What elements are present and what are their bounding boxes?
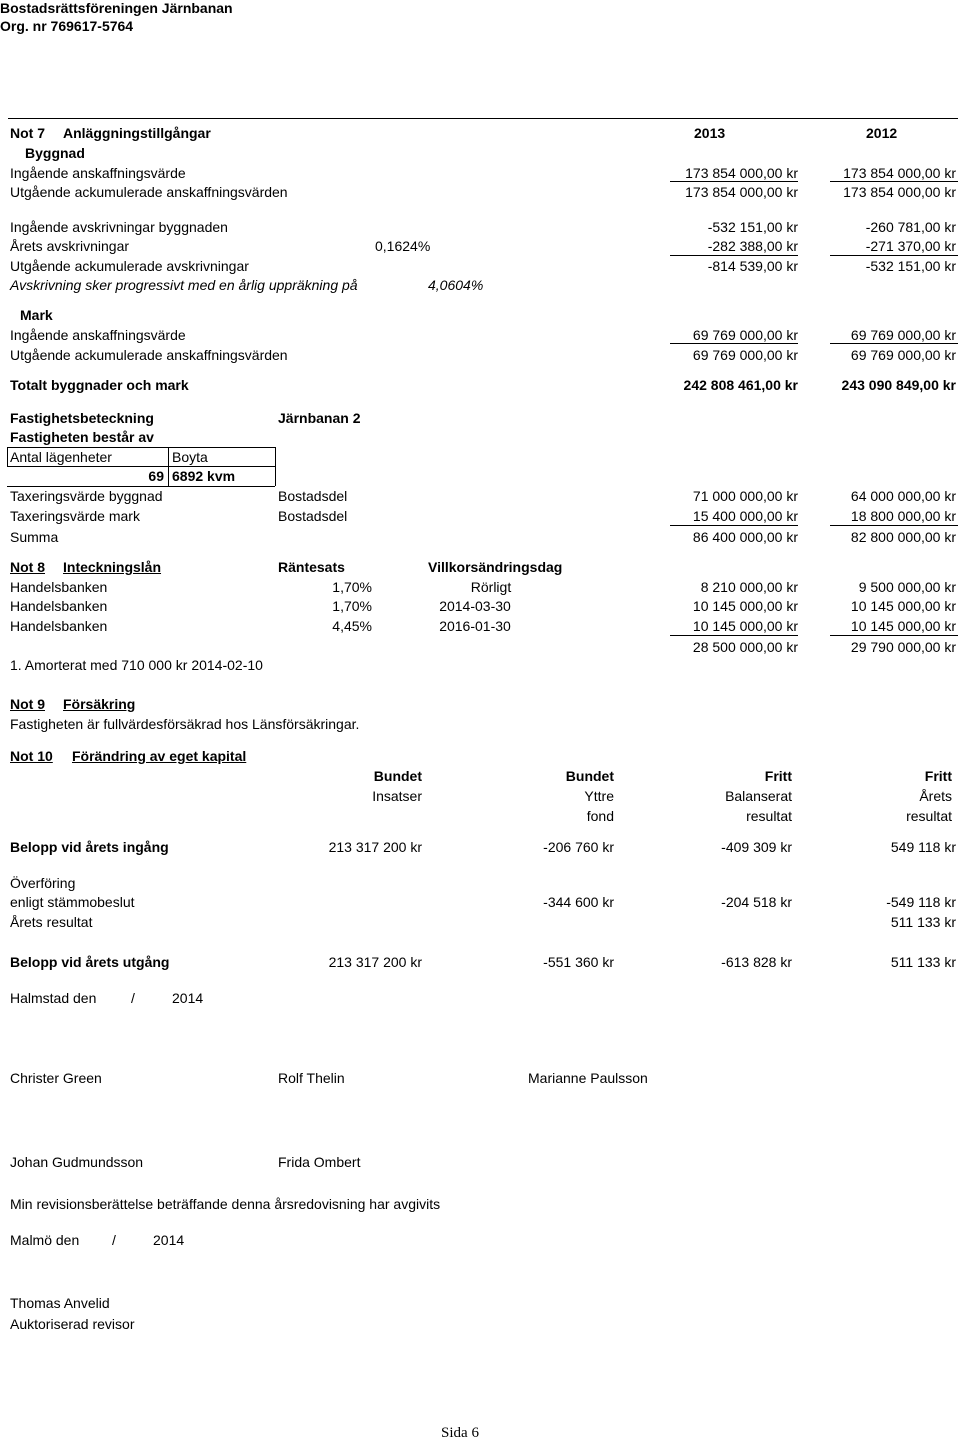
tax-row-label: Taxeringsvärde byggnad [10,488,163,504]
note7-title: Anläggningstillgångar [63,125,211,141]
col-header-line1: Bundet [565,768,614,784]
property-designation-label: Fastighetsbeteckning [10,410,154,426]
underline [670,635,798,636]
value-2012: 18 800 000,00 kr [850,508,956,524]
equity-value: 213 317 200 kr [328,954,422,970]
value-2013: -282 388,00 kr [707,238,798,254]
underline [830,635,958,636]
value-2012: 69 769 000,00 kr [850,327,956,343]
row-label: Utgående ackumulerade anskaffningsvärden [10,347,288,363]
value-2012: 69 769 000,00 kr [850,347,956,363]
sum-2013: 86 400 000,00 kr [692,529,798,545]
loan-bank: Handelsbanken [10,618,108,634]
rate-header: Räntesats [278,559,345,575]
loan-2012: 10 145 000,00 kr [850,618,956,634]
page-number: Sida 6 [441,1425,479,1441]
apartments-label: Antal lägenheter [10,449,112,465]
tax-row-part: Bostadsdel [278,508,348,524]
loan-rate: 1,70% [332,579,372,595]
value-2013: 173 854 000,00 kr [685,184,798,200]
value-2012: -260 781,00 kr [865,219,956,235]
loans-total-2013: 28 500 000,00 kr [692,639,798,655]
note8-title: Inteckningslån [63,559,162,575]
box-divider [168,447,169,486]
note8-number: Not 8 [10,559,45,575]
equity-value: -613 828 kr [721,954,792,970]
insurance-text: Fastigheten är fullvärdesförsäkrad hos Länsförsäkringar. [10,716,360,732]
transfer-label: Överföring [10,875,76,891]
signing-city: Halmstad den [10,990,97,1006]
board-member-name: Marianne Paulsson [528,1070,648,1086]
board-member-name: Christer Green [10,1070,102,1086]
auditor-name: Thomas Anvelid [10,1295,110,1311]
depreciation-rate: 0,1624% [375,238,431,254]
equity-value: 511 133 kr [890,914,956,930]
underline [830,181,958,182]
board-member-name: Rolf Thelin [278,1070,345,1086]
value-2012: 173 854 000,00 kr [843,165,956,181]
equity-value: -409 309 kr [721,839,792,855]
equity-value: -204 518 kr [721,894,792,910]
audit-year: 2014 [153,1232,185,1248]
property-designation-value: Järnbanan 2 [278,410,361,426]
loan-2013: 10 145 000,00 kr [692,598,798,614]
land-heading: Mark [20,307,53,323]
note9-number: Not 9 [10,696,45,712]
col-header-line2: Balanserat [725,788,792,804]
row-label: Årets avskrivningar [10,238,130,254]
total-label: Totalt byggnader och mark [10,377,189,393]
property-consists-label: Fastigheten består av [10,429,154,445]
tax-row-part: Bostadsdel [278,488,348,504]
sum-2012: 82 800 000,00 kr [850,529,956,545]
loan-2013: 10 145 000,00 kr [692,618,798,634]
col-header-line2: Årets [919,788,952,804]
box-top [7,447,275,448]
row-label: Ingående anskaffningsvärde [10,327,186,343]
col-header-line2: Yttre [584,788,614,804]
row-label: Ingående anskaffningsvärde [10,165,186,181]
terms-header: Villkorsändringsdag [428,559,563,575]
progressive-depreciation-note: Avskrivning sker progressivt med en årlig uppräkning på [10,277,358,293]
equity-value: -206 760 kr [543,839,614,855]
equity-value: -344 600 kr [543,894,614,910]
total-2013: 242 808 461,00 kr [683,377,798,393]
board-member-name: Johan Gudmundsson [10,1154,144,1170]
underline [670,525,798,526]
col-header-line1: Fritt [764,768,792,784]
col-header-line1: Fritt [924,768,952,784]
loan-date: 2014-03-30 [439,598,511,614]
audit-city: Malmö den [10,1232,80,1248]
loan-2012: 10 145 000,00 kr [850,598,956,614]
audit-statement: Min revisionsberättelse beträffande denna årsredovisning har avgivits [10,1196,441,1212]
note10-number: Not 10 [10,748,53,764]
col-header-line3: fond [586,808,614,824]
living-area-label: Boyta [172,449,208,465]
note7-number: Not 7 [10,125,45,141]
value-2013: 15 400 000,00 kr [692,508,798,524]
value-2013: -532 151,00 kr [707,219,798,235]
row-label: Ingående avskrivningar byggnaden [10,219,228,235]
value-2013: 71 000 000,00 kr [692,488,798,504]
box-right [275,447,276,486]
value-2012: 64 000 000,00 kr [850,488,956,504]
equity-value: -549 118 kr [886,894,956,910]
underline [670,255,798,256]
amortization-note: 1. Amorterat med 710 000 kr 2014-02-10 [10,657,263,673]
row-label: Utgående ackumulerade avskrivningar [10,258,249,274]
loans-total-2012: 29 790 000,00 kr [850,639,956,655]
col-header-line1: Bundet [373,768,422,784]
value-2013: 69 769 000,00 kr [692,347,798,363]
value-2012: -271 370,00 kr [865,238,956,254]
box-bottom [7,486,275,487]
audit-slash: / [112,1232,116,1248]
equity-opening-label: Belopp vid årets ingång [10,839,169,855]
board-member-name: Frida Ombert [278,1154,361,1170]
tax-row-label: Taxeringsvärde mark [10,508,140,524]
total-2012: 243 090 849,00 kr [841,377,956,393]
underline [830,255,958,256]
organization-name: Bostadsrättsföreningen Järnbanan [0,0,233,16]
loan-date: 2016-01-30 [439,618,511,634]
box-middle [7,466,275,467]
underline [670,181,798,182]
col-header-line3: resultat [746,808,792,824]
equity-value: -551 360 kr [543,954,614,970]
loan-rate: 1,70% [332,598,372,614]
signing-year: 2014 [172,990,204,1006]
equity-closing-label: Belopp vid årets utgång [10,954,170,970]
value-2013: -814 539,00 kr [707,258,798,274]
transfer-row-label: enligt stämmobeslut [10,894,135,910]
underline [830,343,958,344]
equity-value: 511 133 kr [890,954,956,970]
result-row-label: Årets resultat [10,914,93,930]
signing-slash: / [131,990,135,1006]
value-2013: 69 769 000,00 kr [692,327,798,343]
loan-2013: 8 210 000,00 kr [700,579,798,595]
value-2012: -532 151,00 kr [865,258,956,274]
equity-value: 549 118 kr [890,839,956,855]
underline [670,343,798,344]
value-2012: 173 854 000,00 kr [843,184,956,200]
sum-label: Summa [10,529,59,545]
organization-number: Org. nr 769617-5764 [0,18,134,34]
note9-title: Försäkring [63,696,136,712]
col-header-line2: Insatser [372,788,422,804]
apartments-value: 69 [148,468,164,484]
loan-bank: Handelsbanken [10,579,108,595]
note7-top-rule [8,118,958,119]
year-2012-header: 2012 [866,125,898,141]
col-header-line3: resultat [906,808,952,824]
progressive-rate: 4,0604% [428,277,484,293]
loan-2012: 9 500 000,00 kr [858,579,956,595]
loan-rate: 4,45% [332,618,372,634]
year-2013-header: 2013 [694,125,726,141]
building-heading: Byggnad [25,145,85,161]
note10-title: Förändring av eget kapital [72,748,247,764]
auditor-title: Auktoriserad revisor [10,1316,135,1332]
row-label: Utgående ackumulerade anskaffningsvärden [10,184,288,200]
value-2013: 173 854 000,00 kr [685,165,798,181]
box-left [7,447,8,467]
loan-date: Rörligt [470,579,512,595]
loan-bank: Handelsbanken [10,598,108,614]
equity-value: 213 317 200 kr [328,839,422,855]
underline [830,525,958,526]
living-area-value: 6892 kvm [172,468,236,484]
